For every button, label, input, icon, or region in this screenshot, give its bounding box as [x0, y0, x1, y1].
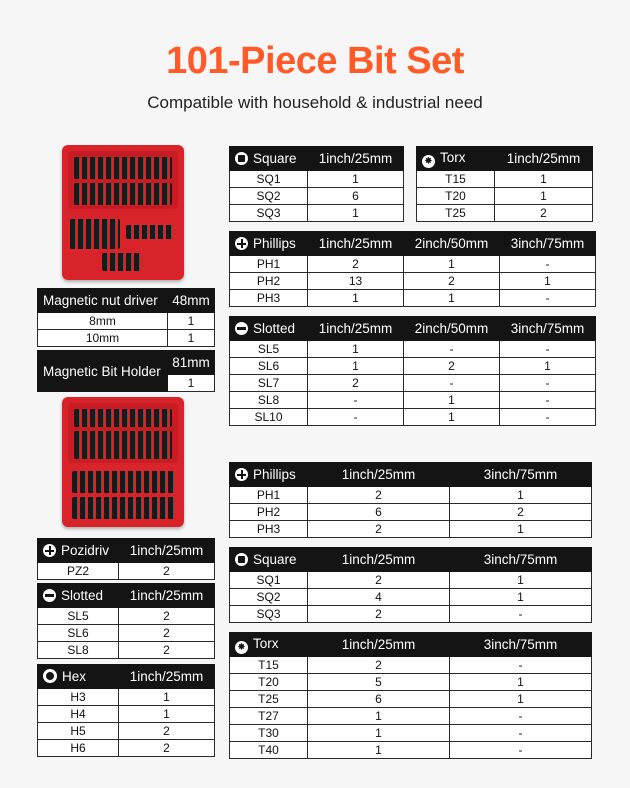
- table-size-header: [308, 548, 450, 572]
- bit-size-cell: 10mm: [38, 330, 168, 347]
- header-label: 3inch/75mm: [510, 236, 585, 251]
- quantity-cell: 1: [308, 171, 404, 188]
- quantity-cell: 1: [119, 689, 215, 706]
- quantity-cell: 1: [450, 487, 592, 504]
- quantity-cell: 2: [308, 256, 404, 273]
- table-type-header: [38, 665, 119, 689]
- page-title: 101-Piece Bit Set: [166, 40, 464, 82]
- table-header-row: [38, 665, 215, 689]
- table-row: [230, 674, 592, 691]
- header-label: 2inch/50mm: [414, 321, 489, 336]
- table-size-header: [500, 317, 596, 341]
- quantity-cell: -: [500, 341, 596, 358]
- table-size-header: [450, 548, 592, 572]
- table-size-header: [308, 232, 404, 256]
- header-label: Phillips: [253, 236, 296, 251]
- phillips-icon: [235, 237, 248, 250]
- table-row: [230, 521, 592, 538]
- quantity-cell: -: [404, 341, 500, 358]
- header-label: Torx: [440, 149, 466, 165]
- quantity-cell: 2: [308, 572, 450, 589]
- quantity-cell: 1: [404, 256, 500, 273]
- quantity-cell: -: [500, 290, 596, 307]
- quantity-cell: -: [450, 606, 592, 623]
- bit-size-cell: 8mm: [38, 313, 168, 330]
- table-header-row: [38, 351, 215, 375]
- torx-icon: ✸: [235, 641, 248, 654]
- quantity-cell: 2: [308, 521, 450, 538]
- table-row: [230, 392, 596, 409]
- header-label: 1inch/25mm: [318, 321, 393, 336]
- table-row: [38, 563, 215, 580]
- bit-size-cell: SL8: [38, 642, 119, 659]
- quantity-cell: 1: [404, 290, 500, 307]
- bit-size-cell: SQ2: [230, 589, 308, 606]
- table-header-row: [230, 633, 592, 657]
- bottom-phillips-table: [229, 462, 592, 538]
- bit-size-cell: PH3: [230, 290, 308, 307]
- quantity-cell: 1: [495, 188, 593, 205]
- table-row: [230, 375, 596, 392]
- quantity-cell: 1: [308, 341, 404, 358]
- quantity-cell: 1: [450, 691, 592, 708]
- quantity-cell: -: [404, 375, 500, 392]
- quantity-cell: 1: [404, 392, 500, 409]
- table-row: [230, 691, 592, 708]
- header-label: 3inch/75mm: [483, 467, 558, 482]
- bit-size-cell: SL8: [230, 392, 308, 409]
- quantity-cell: 2: [119, 563, 215, 580]
- bit-size-cell: H6: [38, 740, 119, 757]
- quantity-cell: 1: [119, 706, 215, 723]
- quantity-cell: 1: [168, 375, 215, 392]
- quantity-cell: -: [500, 409, 596, 426]
- header-label: 1inch/25mm: [341, 552, 416, 567]
- quantity-cell: -: [450, 708, 592, 725]
- quantity-cell: 2: [404, 273, 500, 290]
- quantity-cell: 2: [450, 504, 592, 521]
- header-label: 1inch/25mm: [341, 637, 416, 652]
- header-label: 3inch/75mm: [483, 637, 558, 652]
- pozidriv-table: [37, 538, 215, 580]
- quantity-cell: 1: [450, 589, 592, 606]
- bit-size-cell: PZ2: [38, 563, 119, 580]
- table-header-row: [230, 232, 596, 256]
- table-row: [230, 205, 404, 222]
- table-row: [230, 742, 592, 759]
- quantity-cell: 1: [450, 521, 592, 538]
- table-type-header: [230, 463, 308, 487]
- table-header-row: [38, 289, 215, 313]
- header-label: Square: [253, 552, 297, 567]
- header-label: Slotted: [61, 588, 104, 603]
- header-label: Pozidriv: [61, 543, 110, 558]
- table-row: [230, 290, 596, 307]
- quantity-cell: -: [500, 375, 596, 392]
- table-size-header: [308, 633, 450, 657]
- bit-size-cell: SQ1: [230, 171, 308, 188]
- quantity-cell: 1: [308, 358, 404, 375]
- header-label: 2inch/50mm: [414, 236, 489, 251]
- quantity-cell: 2: [119, 642, 215, 659]
- table-size-header: 81mm: [168, 351, 215, 375]
- quantity-cell: 2: [308, 606, 450, 623]
- bit-size-cell: H4: [38, 706, 119, 723]
- bit-size-cell: SQ1: [230, 572, 308, 589]
- slotted-icon: [43, 589, 56, 602]
- table-row: [230, 504, 592, 521]
- hex-table: [37, 664, 215, 757]
- quantity-cell: 1: [308, 205, 404, 222]
- table-row: [230, 589, 592, 606]
- table-size-header: [450, 633, 592, 657]
- table-type-header: [417, 147, 495, 171]
- quantity-cell: 1: [500, 273, 596, 290]
- quantity-cell: 6: [308, 188, 404, 205]
- table-header-row: [230, 317, 596, 341]
- header-label: 1inch/25mm: [318, 151, 393, 166]
- quantity-cell: 2: [404, 358, 500, 375]
- quantity-cell: 13: [308, 273, 404, 290]
- bit-size-cell: SL6: [230, 358, 308, 375]
- phillips-icon: [235, 468, 248, 481]
- table-size-header: [500, 232, 596, 256]
- bit-size-cell: SL5: [230, 341, 308, 358]
- header-label: Hex: [62, 669, 87, 684]
- bottom-torx-table: [229, 632, 592, 759]
- quantity-cell: 1: [404, 409, 500, 426]
- table-size-header: [308, 463, 450, 487]
- page-subtitle: Compatible with household & industrial need: [147, 93, 483, 112]
- hex-icon: [43, 669, 57, 683]
- top-torx-table: [416, 146, 593, 222]
- bit-size-cell: SQ2: [230, 188, 308, 205]
- header-label: 1inch/25mm: [341, 467, 416, 482]
- bit-size-cell: T15: [417, 171, 495, 188]
- quantity-cell: -: [308, 392, 404, 409]
- bit-size-cell: H5: [38, 723, 119, 740]
- header-label: 1inch/25mm: [129, 669, 204, 684]
- table-row: [230, 657, 592, 674]
- bit-size-cell: PH2: [230, 504, 308, 521]
- table-row: [38, 330, 215, 347]
- left-slotted-table: [37, 583, 215, 659]
- bit-size-cell: H3: [38, 689, 119, 706]
- table-row: [38, 313, 215, 330]
- table-size-header: [450, 463, 592, 487]
- bit-size-cell: T27: [230, 708, 308, 725]
- quantity-cell: 1: [308, 290, 404, 307]
- table-size-header: [119, 584, 215, 608]
- table-row: [230, 341, 596, 358]
- table-row: [230, 273, 596, 290]
- table-row: [230, 572, 592, 589]
- quantity-cell: 1: [308, 708, 450, 725]
- table-size-header: [495, 147, 593, 171]
- quantity-cell: 2: [119, 723, 215, 740]
- bit-size-cell: PH2: [230, 273, 308, 290]
- header-label: 1inch/25mm: [129, 588, 204, 603]
- table-size-header: [308, 317, 404, 341]
- quantity-cell: 1: [168, 330, 215, 347]
- bottom-square-table: [229, 547, 592, 623]
- quantity-cell: 2: [119, 740, 215, 757]
- table-type-header: [230, 147, 308, 171]
- bit-size-cell: SL10: [230, 409, 308, 426]
- table-size-header: [119, 539, 215, 563]
- table-type-header: [230, 633, 308, 657]
- bit-size-cell: SQ3: [230, 606, 308, 623]
- bit-case-image-top: [62, 145, 184, 280]
- square-icon: [235, 152, 248, 165]
- quantity-cell: -: [450, 657, 592, 674]
- header-label: 1inch/25mm: [506, 151, 581, 166]
- table-header-row: [417, 147, 593, 171]
- quantity-cell: 1: [495, 171, 593, 188]
- table-row: [417, 171, 593, 188]
- table-row: [38, 740, 215, 757]
- quantity-cell: -: [500, 392, 596, 409]
- quantity-cell: 1: [308, 742, 450, 759]
- table-row: [230, 708, 592, 725]
- quantity-cell: 1: [450, 572, 592, 589]
- table-type-header: [230, 317, 308, 341]
- bit-size-cell: SL5: [38, 608, 119, 625]
- table-row: [38, 608, 215, 625]
- table-row: [230, 171, 404, 188]
- bit-size-cell: T20: [417, 188, 495, 205]
- table-header-row: [38, 539, 215, 563]
- bit-size-cell: PH1: [230, 256, 308, 273]
- square-icon: [235, 553, 248, 566]
- table-header-row: [230, 548, 592, 572]
- bit-size-cell: T15: [230, 657, 308, 674]
- table-row: [38, 689, 215, 706]
- bit-size-cell: PH3: [230, 521, 308, 538]
- table-size-header: [404, 232, 500, 256]
- table-size-header: [119, 665, 215, 689]
- table-size-header: [308, 147, 404, 171]
- quantity-cell: 2: [308, 657, 450, 674]
- top-phillips-table: [229, 231, 596, 307]
- table-row: [230, 487, 592, 504]
- quantity-cell: 2: [308, 375, 404, 392]
- table-row: [417, 188, 593, 205]
- quantity-cell: 1: [450, 674, 592, 691]
- bit-size-cell: SL7: [230, 375, 308, 392]
- table-header-row: [230, 463, 592, 487]
- quantity-cell: 1: [500, 358, 596, 375]
- table-row: [417, 205, 593, 222]
- top-square-table: [229, 146, 404, 222]
- header-label: 1inch/25mm: [318, 236, 393, 251]
- table-type-header: [38, 539, 119, 563]
- quantity-cell: 2: [308, 487, 450, 504]
- table-row: [230, 409, 596, 426]
- quantity-cell: 6: [308, 504, 450, 521]
- top-slotted-table: [229, 316, 596, 426]
- table-size-header: [404, 317, 500, 341]
- quantity-cell: -: [500, 256, 596, 273]
- bit-size-cell: T25: [417, 205, 495, 222]
- header-label: Slotted: [253, 321, 296, 336]
- bit-case-image-bottom: [62, 397, 184, 527]
- table-header-row: [230, 147, 404, 171]
- table-row: [38, 723, 215, 740]
- bit-size-cell: SL6: [38, 625, 119, 642]
- table-row: [38, 706, 215, 723]
- table-header-row: [38, 584, 215, 608]
- quantity-cell: 1: [168, 313, 215, 330]
- bit-holder-table: [37, 350, 215, 392]
- header-label: 3inch/75mm: [510, 321, 585, 336]
- bit-size-cell: T30: [230, 725, 308, 742]
- slotted-icon: [235, 322, 248, 335]
- table-row: [230, 725, 592, 742]
- quantity-cell: -: [450, 742, 592, 759]
- table-type-header: [230, 548, 308, 572]
- header-label: Square: [253, 151, 297, 166]
- quantity-cell: 5: [308, 674, 450, 691]
- quantity-cell: 2: [119, 625, 215, 642]
- table-row: [230, 358, 596, 375]
- header-label: 1inch/25mm: [129, 543, 204, 558]
- header-label: Torx: [253, 635, 279, 651]
- quantity-cell: 2: [119, 608, 215, 625]
- table-type-header: Magnetic nut driver: [38, 289, 168, 313]
- quantity-cell: 6: [308, 691, 450, 708]
- table-row: [38, 642, 215, 659]
- bit-size-cell: SQ3: [230, 205, 308, 222]
- table-type-header: Magnetic Bit Holder: [38, 351, 168, 392]
- table-type-header: [230, 232, 308, 256]
- table-size-header: 48mm: [168, 289, 215, 313]
- quantity-cell: -: [308, 409, 404, 426]
- table-row: [230, 188, 404, 205]
- bit-size-cell: T20: [230, 674, 308, 691]
- table-type-header: [38, 584, 119, 608]
- bit-size-cell: PH1: [230, 487, 308, 504]
- header-label: Phillips: [253, 467, 296, 482]
- quantity-cell: -: [450, 725, 592, 742]
- nut-driver-table: [37, 288, 215, 347]
- table-row: [230, 256, 596, 273]
- bit-size-cell: T40: [230, 742, 308, 759]
- table-row: [38, 625, 215, 642]
- header-label: 3inch/75mm: [483, 552, 558, 567]
- table-row: [230, 606, 592, 623]
- quantity-cell: 1: [308, 725, 450, 742]
- bit-size-cell: T25: [230, 691, 308, 708]
- quantity-cell: 4: [308, 589, 450, 606]
- torx-icon: ✸: [422, 155, 435, 168]
- pozidriv-icon: [43, 544, 56, 557]
- quantity-cell: 2: [495, 205, 593, 222]
